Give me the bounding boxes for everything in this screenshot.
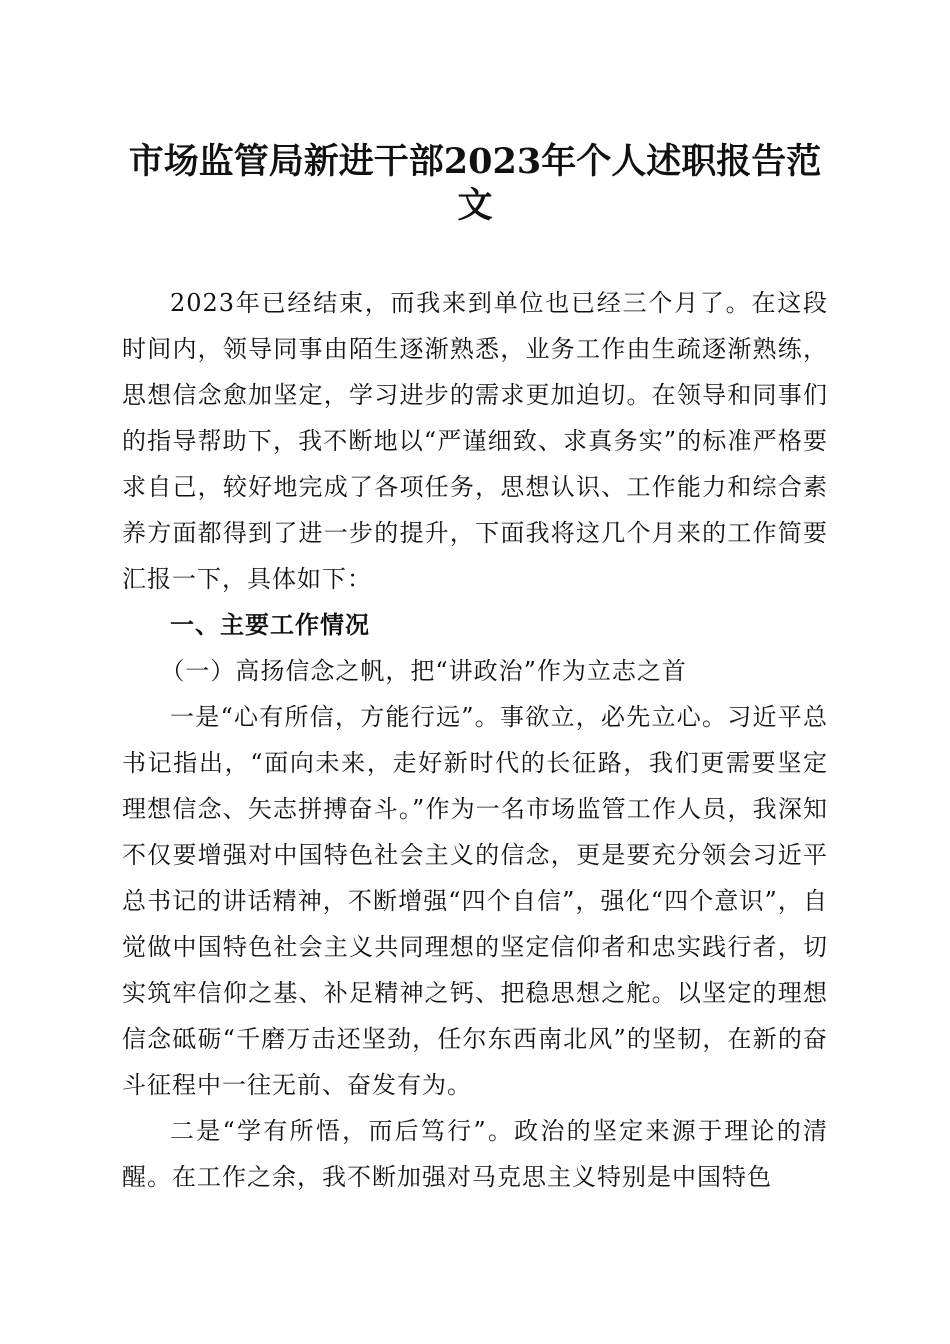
paragraph-intro: 2023年已经结束，而我来到单位也已经三个月了。在这段时间内，领导同事由陌生逐渐熟悉，业务工作由生疏逐渐熟练，思想信念愈加坚定，学习进步的需求更加迫切。在领导和同事们的指导帮助下，我不断地以“严谨细致、求真务实”的标准严格要求自己，较好地完成了各项任务，思想认识、工作能力和综合素养方面都得到了进一步的提升，下面我将这几个月来的工作简要汇报一下，具体如下： [122, 289, 828, 593]
paragraph-point-two: 二是“学有所悟，而后笃行”。政治的坚定来源于理论的清醒。在工作之余，我不断加强对马克思主义特别是中国特色 [122, 1117, 828, 1191]
subsection-heading-politics: （一）高扬信念之帆，把“讲政治”作为立志之首 [160, 657, 687, 685]
section-heading-main-work: 一、主要工作情况 [170, 611, 370, 639]
document-title: 市场监管局新进干部2023年个人述职报告范文 [128, 141, 822, 226]
paragraph-point-one: 一是“心有所信，方能行远”。事欲立，必先立心。习近平总书记指出，“面向未来，走好新时代的长征路，我们更需要坚定理想信念、矢志拼搏奋斗。”作为一名市场监管工作人员，我深知不仅要增强对中国特色社会主义的信念，更是要充分领会习近平总书记的讲话精神，不断增强“四个自信”，强化“四个意识”，自觉做中国特色社会主义共同理想的坚定信仰者和忠实践行者，切实筑牢信仰之基、补足精神之钙、把稳思想之舵。以坚定的理想信念砥砺“千磨万击还坚劲，任尔东西南北风”的坚韧，在新的奋斗征程中一往无前、奋发有为。 [122, 703, 828, 1099]
document-body [122, 280, 828, 1200]
